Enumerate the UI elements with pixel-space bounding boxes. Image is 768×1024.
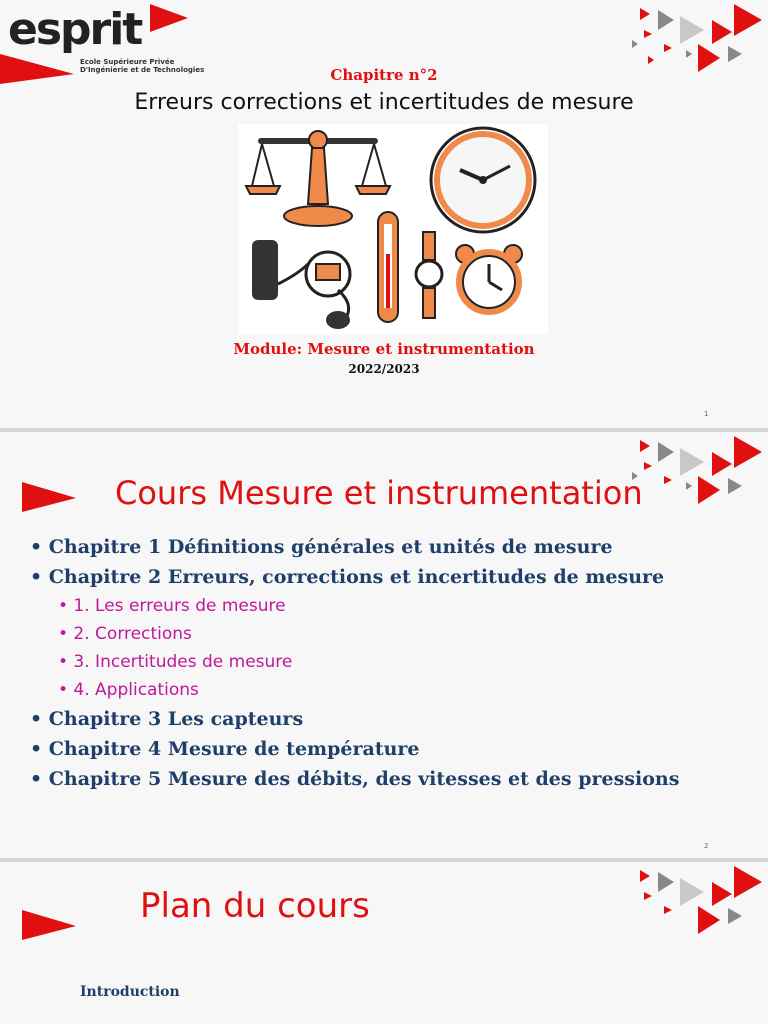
course-plan-slide bbox=[0, 862, 768, 1024]
sub-list-item: • 3. Incertitudes de mesure bbox=[58, 652, 293, 672]
slide-title: Plan du cours bbox=[140, 886, 370, 926]
slide-title: Cours Mesure et instrumentation bbox=[115, 474, 643, 512]
logo-line-1: Ecole Supérieure Privée bbox=[80, 58, 175, 66]
list-item: • Chapitre 1 Définitions générales et unités de mesure bbox=[30, 536, 613, 558]
thermometer-icon bbox=[378, 212, 398, 322]
blood-pressure-monitor-icon bbox=[252, 240, 350, 329]
balance-scale-icon bbox=[246, 131, 390, 226]
list-item: • Chapitre 5 Mesure des débits, des vitesses et des pressions bbox=[30, 768, 680, 790]
measurement-instruments-illustration bbox=[238, 124, 548, 334]
page-number: 2 bbox=[704, 842, 709, 850]
wall-clock-icon bbox=[431, 128, 535, 232]
logo-red-flag-icon bbox=[120, 0, 190, 40]
title-slide bbox=[0, 0, 768, 428]
chapter-title: Erreurs corrections et incertitudes de mesure bbox=[134, 90, 634, 115]
red-arrow-bullet-icon bbox=[22, 482, 78, 512]
red-arrow-bullet-icon bbox=[22, 910, 78, 940]
list-item: • Chapitre 2 Erreurs, corrections et incertitudes de mesure bbox=[30, 566, 665, 588]
sub-list-item: • 1. Les erreurs de mesure bbox=[58, 596, 286, 616]
sub-list-item: • 4. Applications bbox=[58, 680, 199, 700]
esprit-logo: esprit bbox=[8, 4, 142, 55]
wristwatch-icon bbox=[416, 232, 442, 318]
list-item: • Chapitre 3 Les capteurs bbox=[30, 708, 304, 730]
course-outline-slide bbox=[0, 432, 768, 858]
logo-line-2: D'Ingénierie et de Technologies bbox=[80, 66, 205, 74]
page-number: 1 bbox=[704, 410, 709, 418]
module-label: Module: Mesure et instrumentation bbox=[233, 340, 535, 358]
section-heading: Introduction bbox=[80, 984, 180, 1000]
corner-triangles-decoration-icon bbox=[608, 862, 768, 942]
list-item: • Chapitre 4 Mesure de température bbox=[30, 738, 420, 760]
academic-year: 2022/2023 bbox=[348, 362, 420, 376]
alarm-clock-icon bbox=[456, 245, 522, 312]
chapter-label: Chapitre n°2 bbox=[330, 66, 438, 84]
chapter-list bbox=[30, 532, 750, 794]
sub-list-item: • 2. Corrections bbox=[58, 624, 192, 644]
